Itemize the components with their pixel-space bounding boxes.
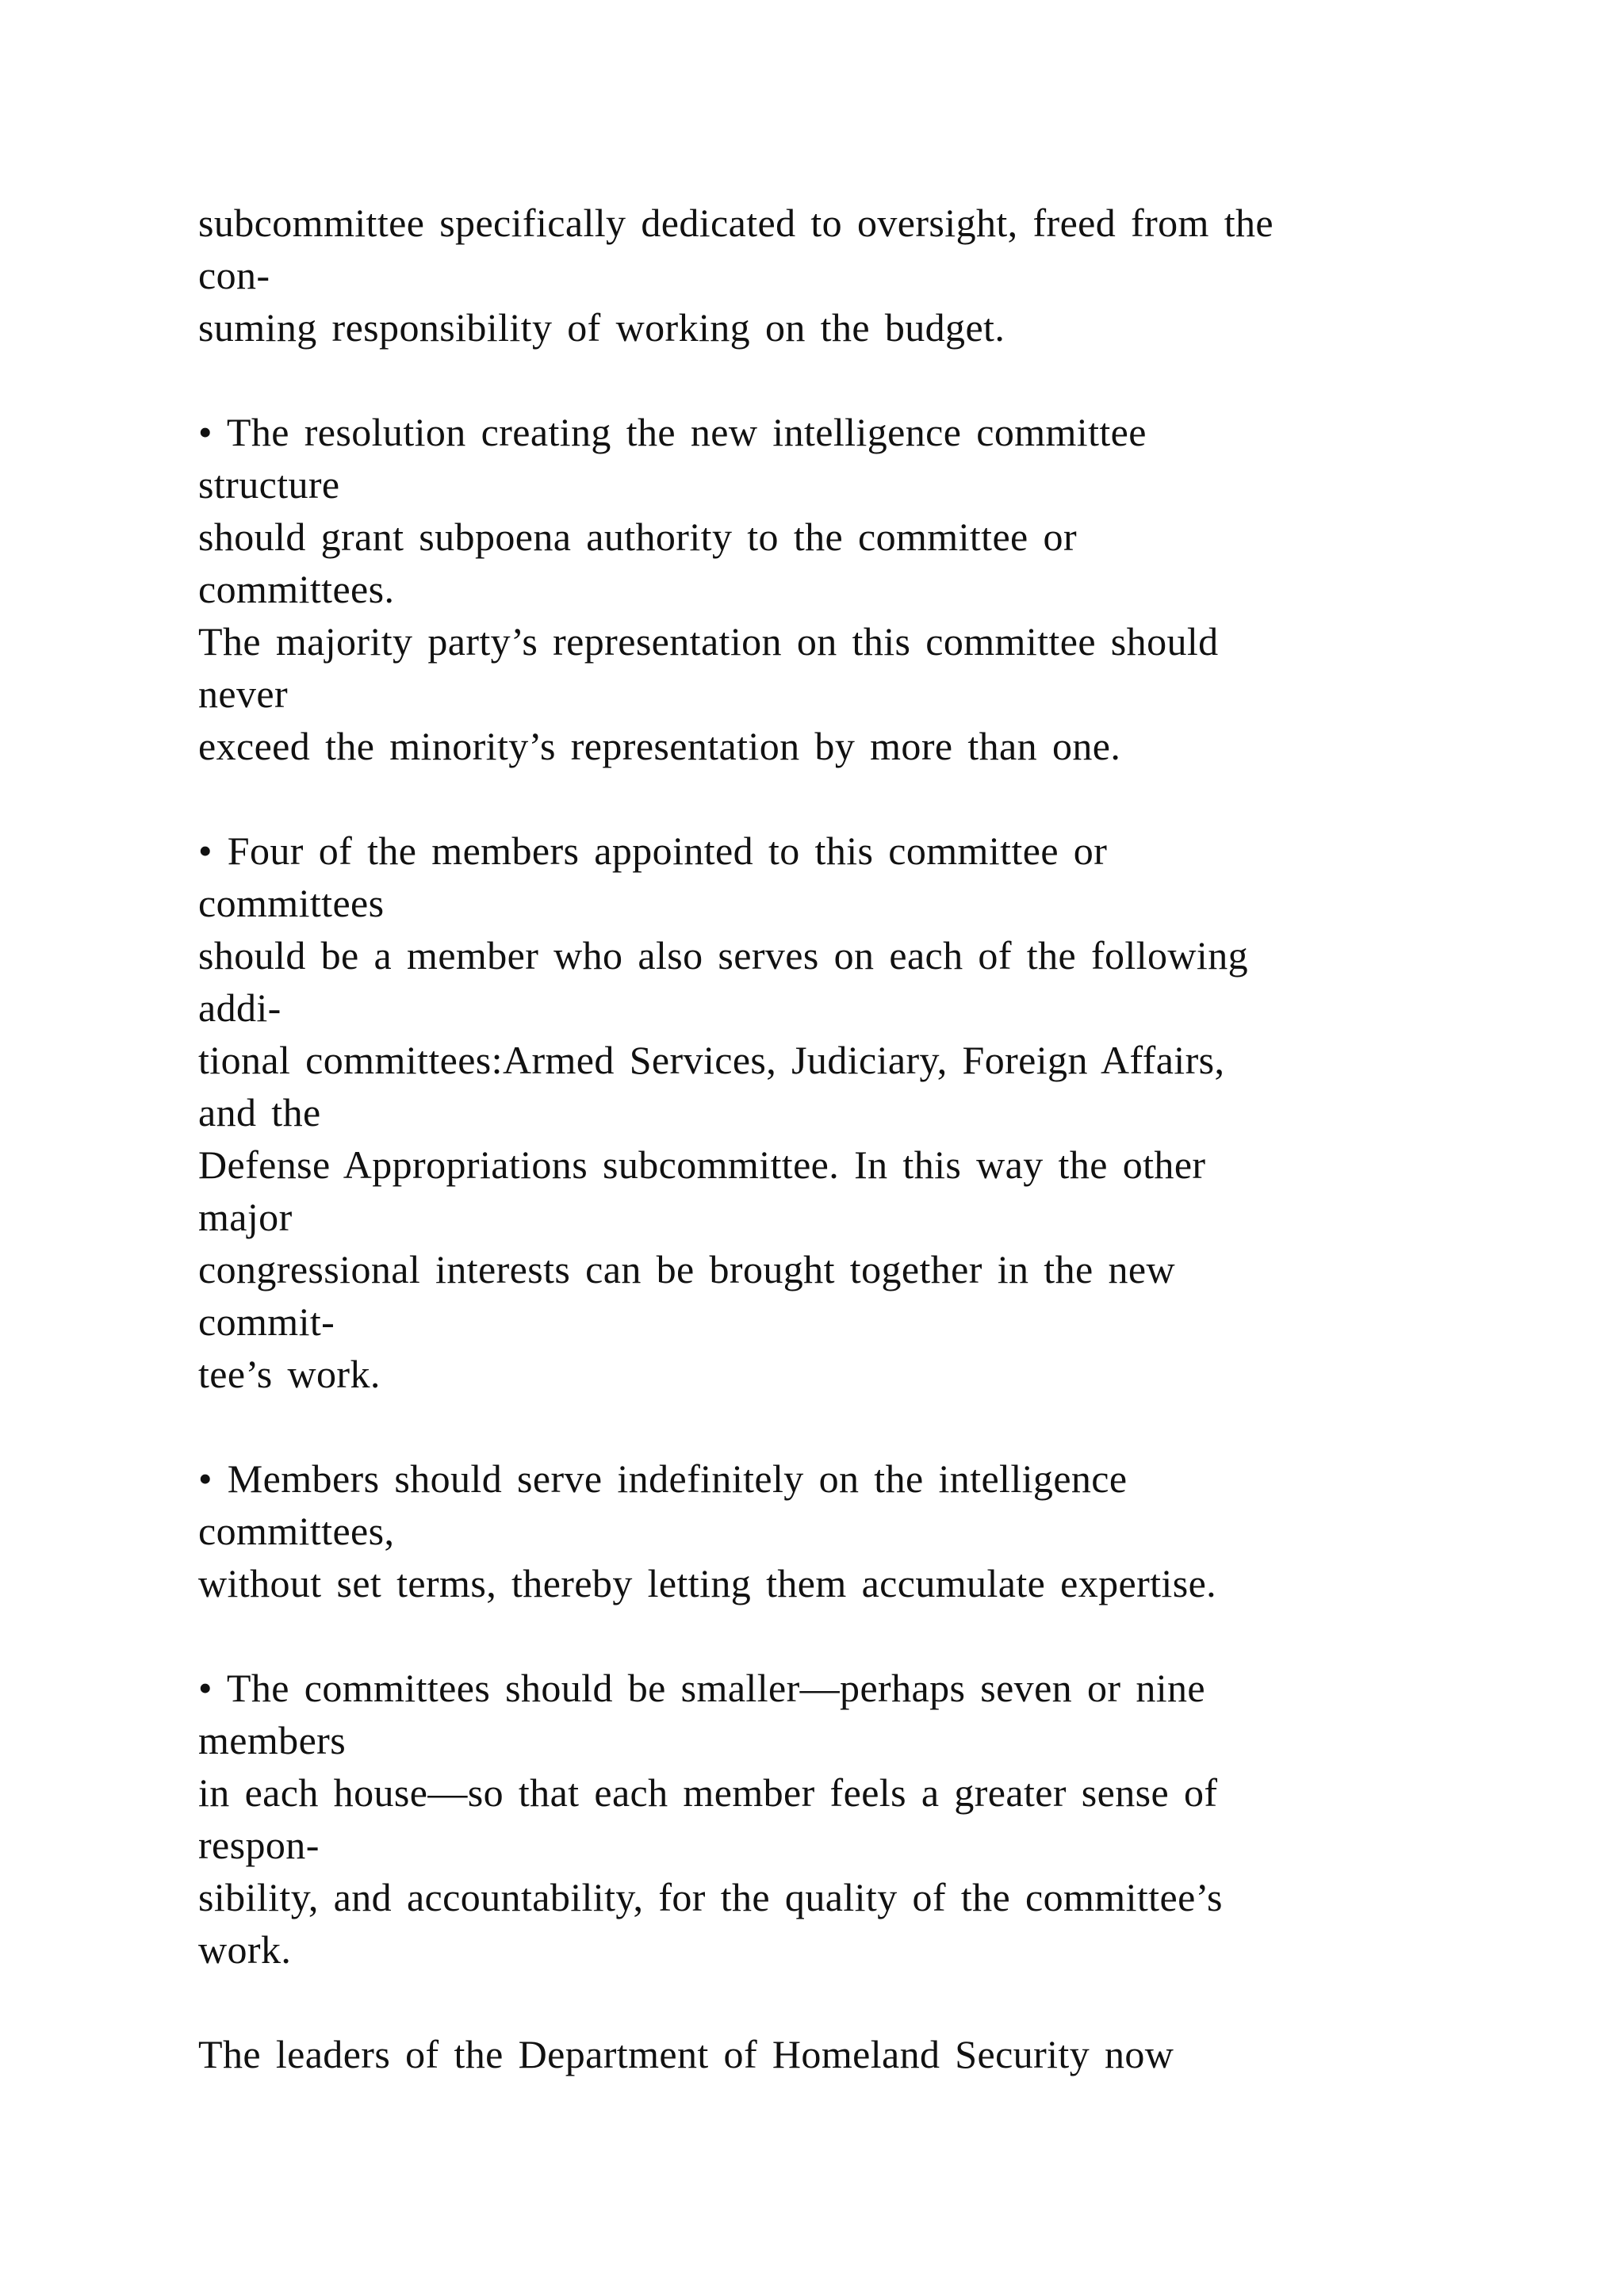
text-line: con-	[198, 253, 270, 297]
text-line: and the	[198, 1090, 321, 1135]
text-line: should grant subpoena authority to the committee or	[198, 515, 1078, 559]
text-line: work.	[198, 1927, 292, 1972]
text-line: suming responsibility of working on the budget.	[198, 305, 1005, 350]
text-line: • The resolution creating the new intelligence committee	[198, 410, 1147, 454]
text-line: tee’s work.	[198, 1352, 381, 1396]
text-line: • The committees should be smaller—perhaps seven or nine	[198, 1666, 1206, 1710]
text-line: structure	[198, 462, 340, 507]
text-line: committees.	[198, 567, 395, 611]
text-line: committees	[198, 881, 385, 925]
text-line: sibility, and accountability, for the quality of the committee’s	[198, 1875, 1223, 1919]
text-line: respon-	[198, 1823, 320, 1867]
paragraph-bullet-subpoena	[198, 406, 1546, 772]
text-line: never	[198, 672, 289, 716]
text-line: Defense Appropriations subcommittee. In this way the other	[198, 1142, 1206, 1187]
text-line: The majority party’s representation on this committee should	[198, 619, 1219, 664]
paragraph-gap	[198, 1400, 1546, 1452]
text-line: The leaders of the Department of Homeland Security now	[198, 2032, 1174, 2076]
text-line: congressional interests can be brought together in the new	[198, 1247, 1175, 1292]
paragraph-gap	[198, 1976, 1546, 2028]
text-line: should be a member who also serves on each of the following	[198, 933, 1248, 978]
paragraph-closing	[198, 2028, 1546, 2080]
text-line: commit-	[198, 1299, 335, 1344]
text-line: committees,	[198, 1509, 395, 1553]
paragraph-bullet-terms	[198, 1452, 1546, 1609]
paragraph-gap	[198, 1609, 1546, 1662]
text-line: • Members should serve indefinitely on the intelligence	[198, 1456, 1128, 1501]
paragraph-bullet-members	[198, 825, 1546, 1400]
paragraph-bullet-size	[198, 1662, 1546, 1976]
text-line: without set terms, thereby letting them accumulate expertise.	[198, 1561, 1217, 1605]
paragraph-gap	[198, 772, 1546, 825]
text-line: • Four of the members appointed to this committee or	[198, 828, 1108, 873]
text-line: addi-	[198, 985, 282, 1030]
paragraph-intro	[198, 197, 1546, 354]
text-line: exceed the minority’s representation by more than one.	[198, 724, 1121, 768]
text-line: subcommittee specifically dedicated to oversight, freed from the	[198, 201, 1274, 245]
text-line: major	[198, 1195, 293, 1239]
text-line: tional committees:Armed Services, Judiciary, Foreign Affairs,	[198, 1038, 1225, 1082]
document-body	[198, 197, 1546, 2080]
paragraph-gap	[198, 354, 1546, 406]
text-line: members	[198, 1718, 347, 1762]
text-line: in each house—so that each member feels a greater sense of	[198, 1770, 1218, 1815]
